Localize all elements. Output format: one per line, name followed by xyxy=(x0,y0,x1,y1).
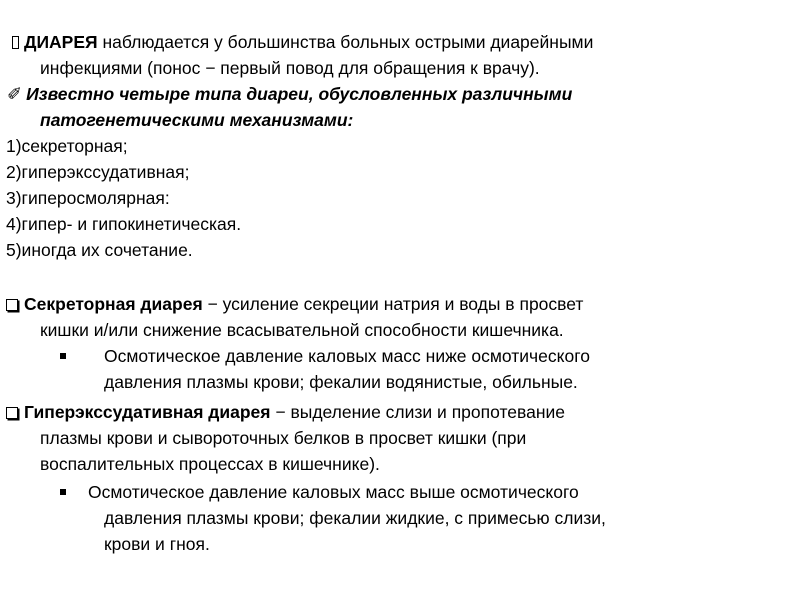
intro-text-1: наблюдается у большинства больных острыми диарейными xyxy=(97,32,594,52)
secretory-term: Секреторная диарея xyxy=(24,294,203,314)
types-heading-1 xyxy=(7,82,572,106)
secretory-bullet-line-1 xyxy=(60,344,590,368)
square-bullet-icon xyxy=(60,489,66,495)
exudative-bullet-text-1: Осмотическое давление каловых масс выше осмотического xyxy=(88,482,579,502)
secretory-bullet-text-1: Осмотическое давление каловых масс ниже осмотического xyxy=(104,346,590,366)
secretory-text-1: − усиление секреции натрия и воды в просвет xyxy=(202,294,584,314)
list-item: 1)секреторная; xyxy=(6,136,128,156)
exudative-bullet-line-1 xyxy=(60,480,579,504)
list-item: 2)гиперэкссудативная; xyxy=(6,162,190,182)
pencil-icon: ✐ xyxy=(7,84,23,104)
exudative-text-3: воспалительных процессах в кишечнике). xyxy=(40,454,380,474)
exudative-bullet-text-3: крови и гноя. xyxy=(104,534,210,554)
secretory-line-1 xyxy=(6,292,583,316)
list-item: 5)иногда их сочетание. xyxy=(6,240,193,260)
types-heading-2: патогенетическими механизмами: xyxy=(40,110,354,130)
exudative-line-1 xyxy=(6,400,565,424)
checkbox-bullet-icon xyxy=(6,299,18,311)
square-bullet-icon xyxy=(60,353,66,359)
intro-term: ДИАРЕЯ xyxy=(24,32,98,52)
exudative-term: Гиперэкссудативная диарея xyxy=(24,402,271,422)
intro-line-1 xyxy=(12,30,593,54)
secretory-bullet-text-2: давления плазмы крови; фекалии водянистые, обильные. xyxy=(104,372,578,392)
secretory-text-2: кишки и/или снижение всасывательной способности кишечника. xyxy=(40,320,564,340)
exudative-text-2: плазмы крови и сывороточных белков в просвет кишки (при xyxy=(40,428,527,448)
checkbox-bullet-icon xyxy=(6,407,18,419)
list-item: 3)гиперосмолярная: xyxy=(6,188,170,208)
exudative-bullet-text-2: давления плазмы крови; фекалии жидкие, с примесью слизи, xyxy=(104,508,606,528)
exudative-text-1: − выделение слизи и пропотевание xyxy=(270,402,566,422)
missing-glyph-icon xyxy=(12,36,19,49)
types-heading-text-1: Известно четыре типа диареи, обусловленных различными xyxy=(26,84,573,104)
intro-text-2: инфекциями (понос − первый повод для обращения к врачу). xyxy=(40,58,540,78)
list-item: 4)гипер- и гипокинетическая. xyxy=(6,214,242,234)
